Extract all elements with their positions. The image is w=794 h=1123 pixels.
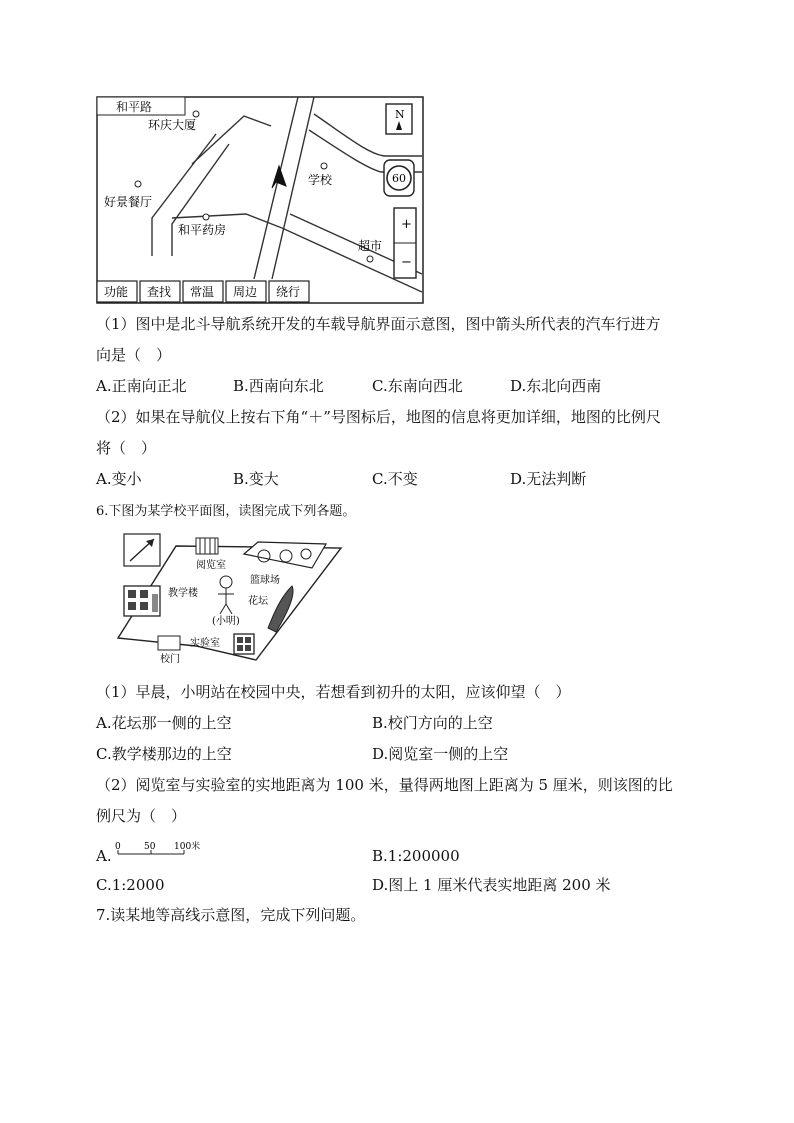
speed-limit-sign: [384, 160, 414, 196]
q5-part1-line2: 向是（ ）: [96, 346, 172, 364]
scale-tick-100: 100米: [174, 842, 201, 852]
temperature-button-label[interactable]: 常温: [190, 285, 215, 299]
q6-part2-option-a-prefix: A.: [96, 847, 112, 865]
q5-part1-line1: （1）图中是北斗导航系统开发的车载导航界面示意图，图中箭头所代表的汽车行进方: [96, 315, 661, 333]
q5-part2-line2: 将（ ）: [96, 439, 157, 457]
nearby-button-label[interactable]: 周边: [233, 285, 258, 299]
q5-part1-option-a: A.正南向正北: [96, 377, 187, 395]
q6-title: 6.下图为某学校平面图，读图完成下列各题。: [96, 504, 356, 519]
label-reading-room: 阅览室: [196, 560, 226, 571]
detour-button-label[interactable]: 绕行: [276, 285, 301, 299]
svg-text:60: 60: [392, 172, 406, 185]
lab-building-icon: [234, 634, 254, 654]
q6-part1-option-c: C.教学楼那边的上空: [96, 745, 232, 763]
q5-part2-option-a: A.变小: [96, 470, 142, 488]
place-tower: 环庆大厦: [148, 118, 197, 132]
flower-bed-icon: [268, 586, 293, 632]
basketball-court-icon: [244, 542, 326, 568]
label-flower-bed: 花坛: [248, 596, 268, 607]
function-button-label[interactable]: 功能: [104, 285, 129, 299]
place-supermarket: 超市: [358, 239, 383, 253]
place-school: 学校: [308, 173, 333, 187]
zoom-in-button[interactable]: +: [401, 217, 412, 232]
q6-part2-option-c: C.1:2000: [96, 876, 165, 894]
pharmacy-marker: [203, 214, 209, 220]
xiaoming-figure-icon: [218, 576, 234, 614]
label-court: 篮球场: [250, 575, 280, 586]
scale-tick-50: 50: [144, 842, 156, 852]
q6-part1-option-a: A.花坛那一侧的上空: [96, 714, 232, 732]
q7-title: 7.读某地等高线示意图，完成下列问题。: [96, 906, 366, 924]
q6-part2-line2: 例尺为（ ）: [96, 807, 187, 825]
search-button-label[interactable]: 查找: [147, 285, 172, 299]
zoom-out-button[interactable]: −: [401, 255, 412, 270]
q5-part1-option-d: D.东北向西南: [510, 377, 602, 395]
navigation-map: [96, 96, 424, 304]
q6-part2-line1: （2）阅览室与实验室的实地距离为 100 米，量得两地图上距离为 5 厘米，则该图的比: [96, 776, 673, 794]
q5-part1-option-b: B.西南向东北: [233, 377, 324, 395]
q5-part2-option-c: C.不变: [372, 470, 418, 488]
svg-text:N: N: [395, 108, 405, 121]
place-pharmacy: 和平药房: [178, 223, 227, 237]
place-restaurant: 好景餐厅: [104, 195, 153, 209]
label-gate: 校门: [160, 654, 180, 665]
restaurant-marker: [135, 181, 141, 187]
supermarket-marker: [367, 256, 373, 262]
q6-part1-option-b: B.校门方向的上空: [372, 714, 493, 732]
gate-icon: [158, 636, 180, 650]
school-marker: [321, 163, 327, 169]
nav-button-bar: [97, 281, 309, 302]
label-teaching: 教学楼: [168, 588, 198, 599]
compass-icon: [386, 104, 412, 134]
q5-part2-option-b: B.变大: [233, 470, 279, 488]
q5-part2-option-d: D.无法判断: [510, 470, 587, 488]
label-lab: 实验室: [190, 638, 220, 649]
q6-part1-option-d: D.阅览室一侧的上空: [372, 745, 509, 763]
school-plan-map: [96, 528, 358, 670]
q6-part2-option-d: D.图上 1 厘米代表实地距离 200 米: [372, 876, 611, 894]
q6-part1-line1: （1）早晨，小明站在校园中央，若想看到初升的太阳，应该仰望（ ）: [96, 683, 571, 701]
tower-marker: [193, 111, 199, 117]
zoom-control[interactable]: [394, 208, 416, 278]
line-scale-bar: [112, 838, 212, 862]
north-arrow-icon: [124, 534, 160, 566]
q5-part2-line1: （2）如果在导航仪上按右下角“＋”号图标后，地图的信息将更加详细，地图的比例尺: [96, 408, 661, 426]
reading-room-icon: [196, 538, 218, 554]
q6-part2-option-b: B.1:200000: [372, 847, 460, 865]
scale-tick-0: 0: [115, 842, 121, 852]
q5-part1-option-c: C.东南向西北: [372, 377, 463, 395]
teaching-building-icon: [124, 586, 160, 616]
road-label: 和平路: [116, 100, 153, 114]
label-xiaoming: (小明): [212, 616, 240, 627]
